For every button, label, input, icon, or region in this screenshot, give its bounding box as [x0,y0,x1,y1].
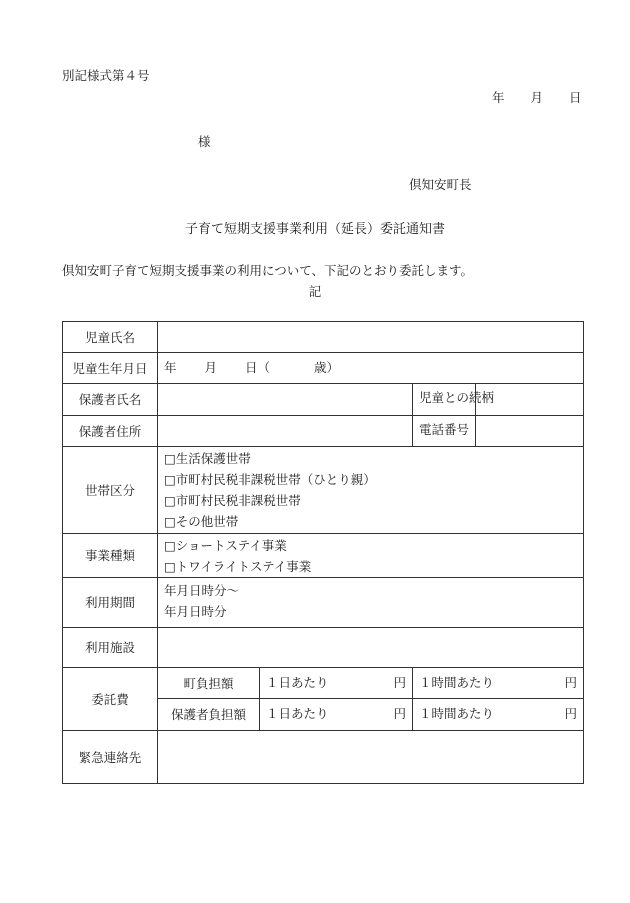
row-household [63,447,584,534]
birth-year: 年 [164,360,177,375]
row-facility [63,628,584,668]
guardian-address-label: 保護者住所 [63,416,158,447]
details-table [62,321,584,784]
birth-day: 日（ [245,360,271,375]
form-number: 別記様式第４号 [62,68,150,83]
fee-town-per-hour[interactable] [413,668,584,699]
household-options [158,447,584,534]
guardian-name-label: 保護者氏名 [63,384,158,416]
fee-guardian-per-day[interactable] [260,699,413,731]
row-service-type [63,534,584,578]
child-name-label: 児童氏名 [63,322,158,353]
household-label: 世帯区分 [63,447,158,534]
household-option-welfare[interactable]: □生活保護世帯 [164,451,251,466]
date-day: 日 [569,90,582,105]
fee-town-per-day-label: １日あたり [266,675,329,690]
row-child-birth [63,353,584,384]
fee-town-per-hour-label: １時間あたり [419,675,495,690]
date-year: 年 [492,90,505,105]
facility-label: 利用施設 [63,628,158,668]
household-option-single-parent[interactable]: □市町村民税非課税世帯（ひとり親） [164,472,376,487]
fee-guardian-per-hour[interactable] [413,699,584,731]
fee-guardian-per-day-unit: 円 [393,706,406,721]
child-birth-label: 児童生年月日 [63,353,158,384]
period-start: 年月日時分～ [164,583,240,598]
row-child-name [63,322,584,353]
household-option-other[interactable]: □その他世帯 [164,514,239,529]
child-name-field[interactable] [158,322,584,353]
service-type-options [158,534,584,578]
fee-guardian-per-hour-label: １時間あたり [419,706,495,721]
phone-field[interactable] [476,416,584,447]
date-month: 月 [530,90,544,105]
service-option-twilight-stay[interactable]: □トワイライトステイ事業 [164,559,312,574]
guardian-name-field[interactable] [158,384,413,416]
fee-label: 委託費 [63,668,158,731]
fee-guardian-per-hour-unit: 円 [564,706,578,721]
row-guardian-address [63,416,584,447]
emergency-field[interactable] [158,731,584,784]
phone-label: 電話番号 [413,416,476,447]
fee-town-per-day-unit: 円 [393,675,406,690]
fee-guardian-label: 保護者負担額 [158,699,260,731]
row-guardian-name [63,384,584,416]
emergency-label: 緊急連絡先 [63,731,158,784]
child-birth-field[interactable] [158,353,584,384]
period-field[interactable] [158,578,584,628]
row-emergency [63,731,584,784]
service-option-short-stay[interactable]: □ショートステイ事業 [164,538,287,553]
document-title: 子育て短期支援事業利用（延長）委託通知書 [184,222,445,237]
row-fee-town [63,668,584,699]
period-end: 年月日時分 [164,604,227,619]
fee-town-per-day[interactable] [260,668,413,699]
facility-field[interactable] [158,628,584,668]
intro-text: 倶知安町子育て短期支援事業の利用について、下記のとおり委託します。 [62,263,474,278]
period-label: 利用期間 [63,578,158,628]
issuer: 倶知安町長 [409,177,472,192]
relation-label: 児童との続柄 [413,384,476,416]
fee-town-label: 町負担額 [158,668,260,699]
guardian-address-field[interactable] [158,416,413,447]
issue-date [492,88,582,106]
birth-age: 歳） [314,360,340,375]
recipient-suffix: 様 [198,134,211,149]
ki-heading: 記 [308,284,322,299]
birth-month: 月 [204,360,218,375]
fee-guardian-per-day-label: １日あたり [266,706,329,721]
service-type-label: 事業種類 [63,534,158,578]
row-period [63,578,584,628]
household-option-tax-exempt[interactable]: □市町村民税非課税世帯 [164,493,301,508]
fee-town-per-hour-unit: 円 [564,675,578,690]
